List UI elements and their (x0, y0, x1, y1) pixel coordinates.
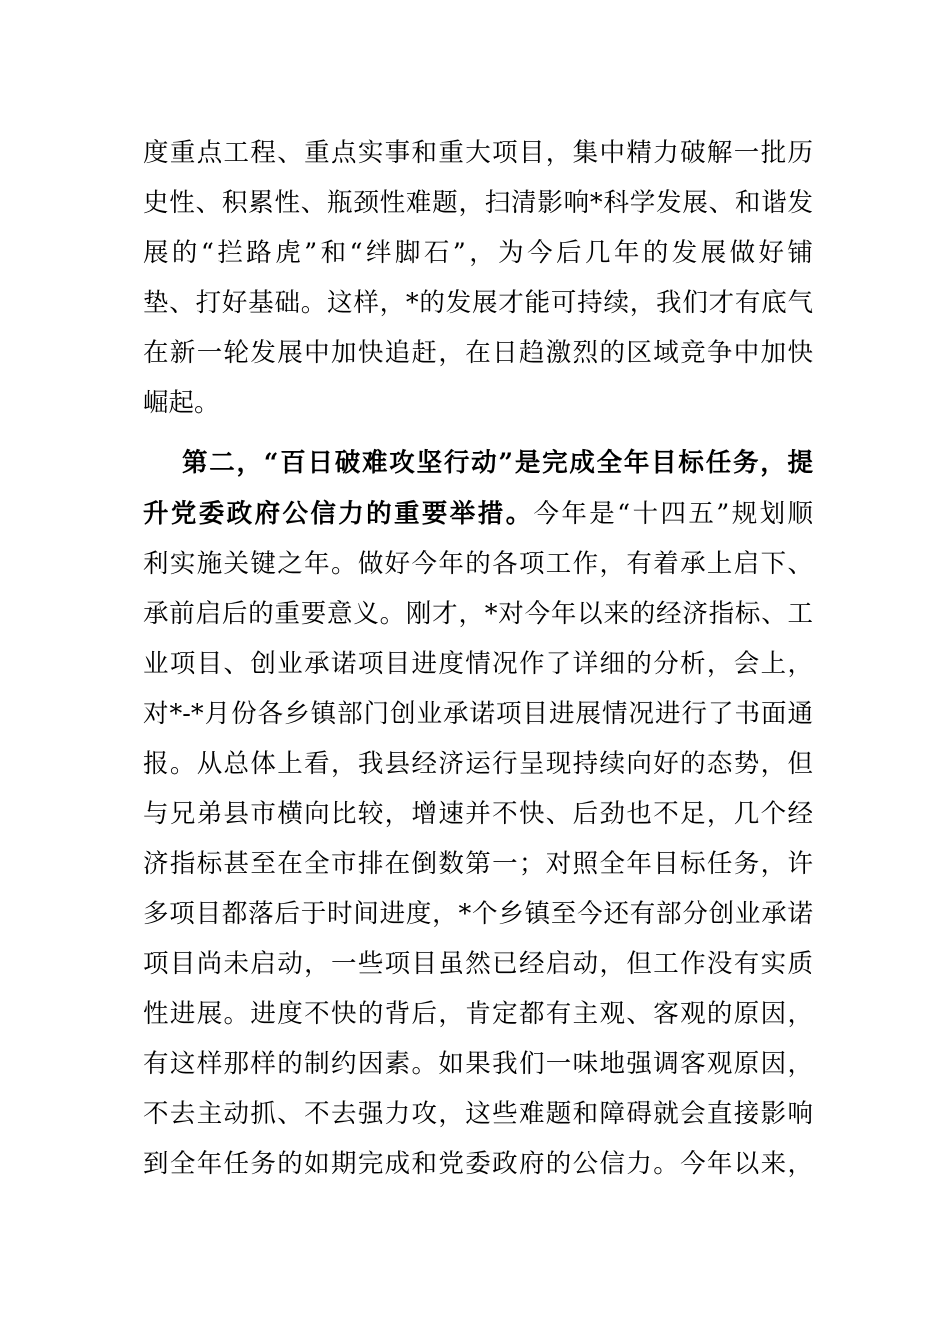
text-line: 崛起。 (143, 388, 220, 418)
text-line: 对*-*月份各乡镇部门创业承诺项目进展情况进行了书面通 (143, 699, 813, 729)
heading-line-end: 升党委政府公信力的重要举措。 (143, 499, 534, 529)
text-line: 业项目、创业承诺项目进度情况作了详细的分析，会上， (143, 649, 813, 679)
text-line: 利实施关键之年。做好今年的各项工作，有着承上启下、 (143, 549, 813, 579)
text-line: 承前启后的重要意义。刚才，*对今年以来的经济指标、工 (143, 599, 813, 629)
text-run: 今年是“十四五”规划顺 (533, 499, 813, 529)
text-line: 多项目都落后于时间进度，*个乡镇至今还有部分创业承诺 (143, 899, 813, 929)
text-line: 有这样那样的制约因素。如果我们一味地强调客观原因， (143, 1049, 813, 1079)
text-line: 在新一轮发展中加快追赶，在日趋激烈的区域竞争中加快 (143, 338, 813, 368)
text-line: 性进展。进度不快的背后，肯定都有主观、客观的原因， (143, 999, 813, 1029)
text-line: 度重点工程、重点实事和重大项目，集中精力破解一批历 (143, 138, 813, 168)
text-line: 项目尚未启动，一些项目虽然已经启动，但工作没有实质 (143, 949, 813, 979)
text-line: 报。从总体上看，我县经济运行呈现持续向好的态势，但 (143, 749, 813, 779)
text-line: 与兄弟县市横向比较，增速并不快、后劲也不足，几个经 (143, 799, 813, 829)
text-line: 垫、打好基础。这样，*的发展才能可持续，我们才有底气 (143, 288, 813, 318)
text-line: 不去主动抓、不去强力攻，这些难题和障碍就会直接影响 (143, 1099, 813, 1129)
text-line: 到全年任务的如期完成和党委政府的公信力。今年以来， (143, 1149, 813, 1179)
text-line: 史性、积累性、瓶颈性难题，扫清影响*科学发展、和谐发 (143, 188, 813, 218)
heading-line: 第二，“百日破难攻坚行动”是完成全年目标任务，提 (182, 448, 813, 478)
text-line: 展的“拦路虎”和“绊脚石”，为今后几年的发展做好铺 (143, 238, 813, 268)
text-line: 济指标甚至在全市排在倒数第一；对照全年目标任务，许 (143, 849, 813, 879)
mixed-line (143, 494, 813, 534)
